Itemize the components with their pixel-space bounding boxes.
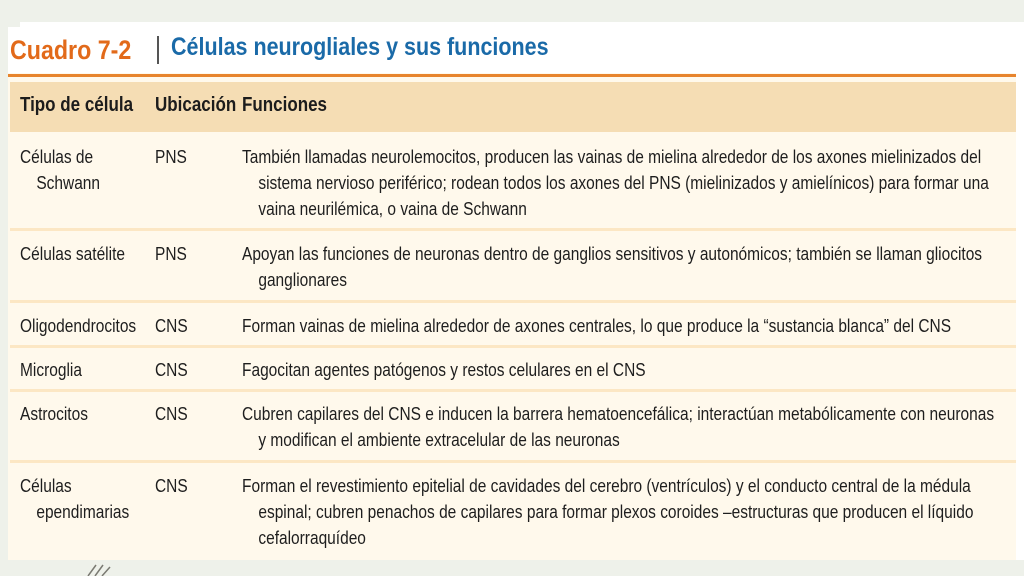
cell-type-line: Células (20, 476, 72, 496)
table-title: Células neurogliales y sus funciones (171, 33, 549, 61)
row-separator (10, 228, 1016, 231)
cell-function-line: espinal; cubren penachos de capilares para formar plexos coroides –estructuras que producen el líquido (258, 502, 974, 522)
row-separator (10, 345, 1016, 348)
cell-function-line: También llamadas neurolemocitos, producen las vainas de mielina alrededor de los axones mielinizados del (242, 147, 982, 167)
cell-type-line: Astrocitos (20, 404, 88, 424)
cell-location: CNS (155, 360, 188, 380)
cell-functions (242, 241, 999, 293)
cell-function-line: Forman vainas de mielina alrededor de axones centrales, lo que produce la “sustancia blanca” del CNS (242, 316, 952, 336)
table-row (10, 473, 1016, 555)
cell-function-line: y modifican el ambiente extracelular de las neuronas (258, 430, 620, 450)
cell-type (20, 357, 153, 383)
column-header-type: Tipo de célula (20, 94, 134, 116)
cell-functions (242, 313, 999, 339)
table-title-bar (8, 27, 1016, 73)
cell-functions (242, 401, 999, 453)
cell-location: CNS (155, 404, 188, 424)
cell-type-line: Microglia (20, 360, 82, 380)
table-row (10, 313, 1016, 343)
title-separator (157, 36, 159, 64)
cell-type-line: Schwann (36, 173, 101, 193)
cell-function-line: Apoyan las funciones de neuronas dentro de ganglios sensitivos y autonómicos; también se llaman gliocitos (242, 244, 983, 264)
cell-type-line: Células de (20, 147, 94, 167)
cell-type-line: Oligodendrocitos (20, 316, 137, 336)
table-row (10, 144, 1016, 226)
cell-location: CNS (155, 316, 188, 336)
row-separator (10, 389, 1016, 392)
cell-function-line: cefalorraquídeo (258, 528, 366, 548)
column-header-functions: Funciones (242, 94, 328, 116)
cell-type (20, 313, 153, 339)
table-card (8, 27, 1016, 560)
cell-function-line: Fagocitan agentes patógenos y restos celulares en el CNS (242, 360, 646, 380)
cell-function-line: ganglionares (258, 270, 347, 290)
cell-functions (242, 357, 999, 383)
cell-type (20, 401, 153, 427)
cell-type-line: Células satélite (20, 244, 125, 264)
table-row (10, 357, 1016, 387)
cell-function-line: Cubren capilares del CNS e inducen la barrera hematoencefálica; interactúan metabólicamente con neuronas (242, 404, 995, 424)
row-separator (10, 460, 1016, 463)
cell-type (20, 241, 153, 267)
cell-functions (242, 144, 999, 222)
decorative-stroke-icon (86, 563, 126, 576)
table-number: Cuadro 7-2 (10, 34, 132, 65)
title-rule (8, 74, 1016, 77)
table-row (10, 401, 1016, 457)
table-row (10, 241, 1016, 297)
column-header-location: Ubicación (155, 94, 237, 116)
cell-function-line: sistema nervioso periférico; rodean todos los axones del PNS (mielinizados y amielínicos) para formar una (258, 173, 989, 193)
row-separator (10, 300, 1016, 303)
cell-type-line: ependimarias (36, 502, 130, 522)
slide-frame-top (0, 0, 1024, 22)
cell-location: PNS (155, 244, 187, 264)
cell-location: CNS (155, 476, 188, 496)
table-header-row (10, 82, 1016, 132)
cell-functions (242, 473, 999, 551)
cell-type (20, 144, 153, 196)
cell-type (20, 473, 153, 525)
slide-frame-bottom (0, 560, 1024, 576)
cell-function-line: Forman el revestimiento epitelial de cavidades del cerebro (ventrículos) y el conducto central de la médula (242, 476, 971, 496)
cell-location: PNS (155, 147, 187, 167)
cell-function-line: vaina neurilémica, o vaina de Schwann (258, 199, 527, 219)
